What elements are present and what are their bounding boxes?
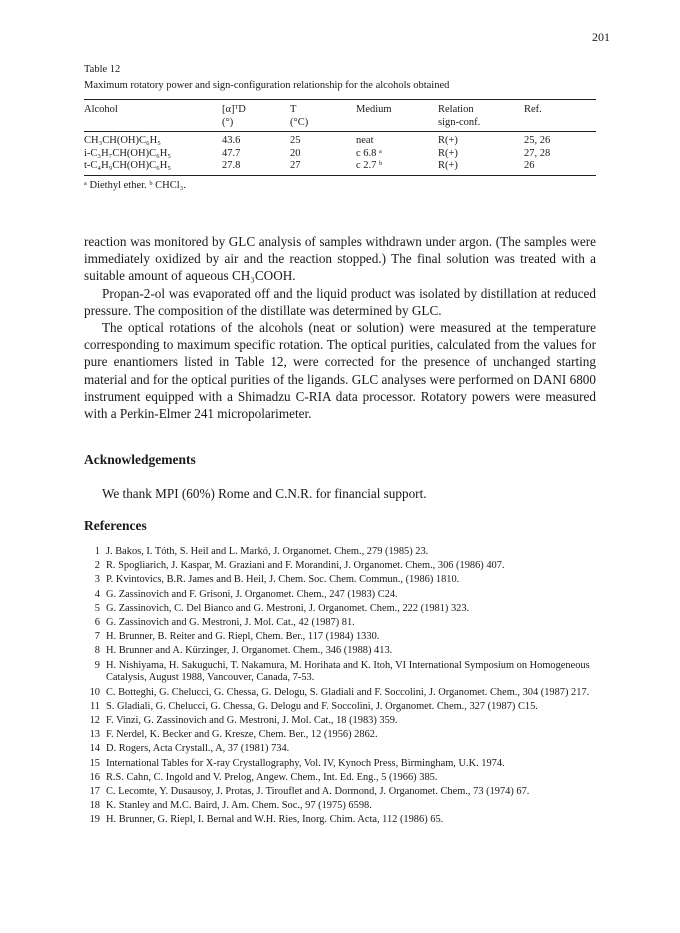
header-ref: Ref. <box>524 104 542 115</box>
table-row <box>84 148 596 161</box>
reference-item <box>84 758 600 771</box>
body-text <box>84 233 596 422</box>
cell-temperature: 27 <box>290 160 301 171</box>
reference-item <box>84 701 600 714</box>
cell-alcohol: t-C₄H₉CH(OH)C₆H₅ <box>84 160 171 171</box>
reference-text: G. Zassinovich, C. Del Bianco and G. Mestroni, J. Organomet. Chem., 222 (1981) 323. <box>106 602 470 614</box>
reference-text: H. Brunner and A. Kürzinger, J. Organomet. Chem., 346 (1988) 413. <box>106 645 393 657</box>
cell-relation: R(+) <box>438 160 458 171</box>
header-temperature: T (°C) <box>290 104 309 128</box>
reference-number: 1 <box>94 546 100 557</box>
cell-temperature: 25 <box>290 135 301 146</box>
reference-item <box>84 729 600 742</box>
reference-text: S. Gladiali, G. Chelucci, G. Chessa, G. Delogu and F. Soccolini, J. Organomet. Chem., 327 (1987) C15. <box>106 700 538 712</box>
reference-number: 2 <box>94 560 100 572</box>
reference-item <box>84 800 600 813</box>
reference-text: G. Zassinovich and F. Grisoni, J. Organomet. Chem., 247 (1983) C24. <box>106 588 398 600</box>
cell-rotation: 43.6 <box>222 135 241 146</box>
references-list <box>84 546 600 829</box>
table-caption: Maximum rotatory power and sign-configuration relationship for the alcohols obtained <box>84 80 450 91</box>
reference-number: 3 <box>94 574 100 586</box>
cell-ref: 27, 28 <box>524 147 551 159</box>
reference-text: F. Vinzi, G. Zassinovich and G. Mestroni, J. Mol. Cat., 18 (1983) 359. <box>106 714 398 726</box>
reference-text: C. Botteghi, G. Chelucci, G. Chessa, G. Delogu, S. Gladiali and F. Soccolini, J. Organomet. Chem., 304 (1987) 217. <box>106 686 590 698</box>
reference-item <box>84 660 600 685</box>
reference-number: 18 <box>89 800 100 812</box>
reference-text: R. Spogliarich, J. Kaspar, M. Graziani and F. Morandini, J. Organomet. Chem., 306 (1986) 407. <box>106 560 505 572</box>
reference-text: H. Brunner, B. Reiter and G. Riepl, Chem. Ber., 117 (1984) 1330. <box>106 631 380 643</box>
reference-number: 12 <box>89 714 100 726</box>
reference-item <box>84 772 600 785</box>
reference-text: C. Lecomte, Y. Dusausoy, J. Protas, J. Tirouflet and A. Dormond, J. Organomet. Chem., 73 (1974) 67. <box>106 785 530 797</box>
cell-ref: 26 <box>524 160 535 171</box>
reference-item <box>84 603 600 616</box>
reference-item <box>84 715 600 728</box>
table-header-row <box>84 100 596 131</box>
reference-number: 13 <box>89 729 100 741</box>
reference-text: H. Nishiyama, H. Sakuguchi, T. Nakamura, M. Horihata and K. Itoh, VI International Symposium on Homogeneous Catalysis, August 1988, Vancouver, Canada, 7-53. <box>106 659 590 684</box>
cell-medium: c 6.8 ᵃ <box>356 147 382 159</box>
acknowledgements-heading: Acknowledgements <box>84 452 196 467</box>
reference-item <box>84 546 600 559</box>
table-body <box>84 132 596 175</box>
header-medium: Medium <box>356 104 392 115</box>
reference-number: 11 <box>89 700 100 712</box>
body-paragraph: reaction was monitored by GLC analysis of samples withdrawn under argon. (The samples were immediately oxidized by air and the reaction stopped.) The final solution was treated with a suitable amount of aqueous CH₃COOH. <box>84 234 596 284</box>
cell-temperature: 20 <box>290 147 301 159</box>
reference-item <box>84 574 600 587</box>
reference-text: J. Bakos, I. Tóth, S. Heil and L. Markó, J. Organomet. Chem., 279 (1985) 23. <box>106 546 429 557</box>
reference-number: 7 <box>94 631 100 643</box>
body-paragraph: Propan-2-ol was evaporated off and the liquid product was isolated by distillation at reduced pressure. The composition of the distillate was determined by GLC. <box>84 285 596 318</box>
reference-item <box>84 786 600 799</box>
table-row <box>84 135 596 148</box>
cell-relation: R(+) <box>438 147 458 159</box>
acknowledgements-text: We thank MPI (60%) Rome and C.N.R. for financial support. <box>102 486 427 501</box>
reference-number: 9 <box>94 659 100 671</box>
reference-text: R.S. Cahn, C. Ingold and V. Prelog, Angew. Chem., Int. Ed. Eng., 5 (1966) 385. <box>106 771 438 783</box>
table-row <box>84 160 596 173</box>
cell-alcohol: CH₃CH(OH)C₆H₅ <box>84 135 161 146</box>
reference-text: G. Zassinovich and G. Mestroni, J. Mol. Cat., 42 (1987) 81. <box>106 617 355 629</box>
cell-ref: 25, 26 <box>524 135 551 146</box>
cell-medium: c 2.7 ᵇ <box>356 160 383 171</box>
reference-item <box>84 589 600 602</box>
page-number: 201 <box>592 30 610 44</box>
reference-number: 6 <box>94 617 100 629</box>
reference-item <box>84 631 600 644</box>
reference-text: F. Nerdel, K. Becker and G. Kresze, Chem. Ber., 12 (1956) 2862. <box>106 729 378 741</box>
reference-number: 15 <box>89 757 100 769</box>
reference-item <box>84 743 600 756</box>
reference-item <box>84 687 600 700</box>
reference-number: 5 <box>94 602 100 614</box>
cell-medium: neat <box>356 135 374 146</box>
header-rotation: [α]ᵀD (°) <box>222 104 246 128</box>
cell-rotation: 27.8 <box>222 160 241 171</box>
reference-number: 17 <box>89 785 100 797</box>
cell-relation: R(+) <box>438 135 458 146</box>
reference-item <box>84 645 600 658</box>
header-alcohol: Alcohol <box>84 104 118 115</box>
reference-number: 19 <box>89 814 100 826</box>
reference-item <box>84 560 600 573</box>
reference-text: D. Rogers, Acta Crystall., A, 37 (1981) 734. <box>106 743 290 755</box>
reference-item <box>84 617 600 630</box>
reference-item <box>84 814 600 827</box>
reference-text: H. Brunner, G. Riepl, I. Bernal and W.H. Ries, Inorg. Chim. Acta, 112 (1986) 65. <box>106 814 444 826</box>
reference-text: International Tables for X-ray Crystallography, Vol. IV, Kynoch Press, Birmingham, U.K. 1974. <box>106 757 505 769</box>
table-12 <box>84 63 596 192</box>
reference-text: P. Kvintovics, B.R. James and B. Heil, J. Chem. Soc. Chem. Commun., (1986) 1810. <box>106 574 460 586</box>
reference-number: 16 <box>89 771 100 783</box>
reference-number: 8 <box>94 645 100 657</box>
reference-text: K. Stanley and M.C. Baird, J. Am. Chem. Soc., 97 (1975) 6598. <box>106 800 372 812</box>
table-label: Table 12 <box>84 64 121 75</box>
references-heading: References <box>84 518 147 533</box>
reference-number: 4 <box>94 588 100 600</box>
reference-number: 14 <box>89 743 100 755</box>
body-paragraph: The optical rotations of the alcohols (neat or solution) were measured at the temperature corresponding to maximum specific rotation. The optical purities, calculated from the values for pure enantiomers listed in Table 12, were corrected for the presence of unchanged starting material and for the optical purities of the ligands. GLC analyses were performed on DANI 6800 instrument equipped with a Shimadzu C-RIA data processor. Rotatory powers were measured with a Perkin-Elmer 241 micropolarimeter. <box>84 320 596 422</box>
cell-rotation: 47.7 <box>222 147 241 159</box>
header-relation: Relation sign-conf. <box>438 104 481 128</box>
reference-number: 10 <box>89 686 100 698</box>
cell-alcohol: i-C₃H₇CH(OH)C₆H₅ <box>84 147 171 159</box>
table-footnote: ᵃ Diethyl ether. ᵇ CHCl₃. <box>84 179 186 191</box>
table-bottom-rule <box>84 175 596 176</box>
